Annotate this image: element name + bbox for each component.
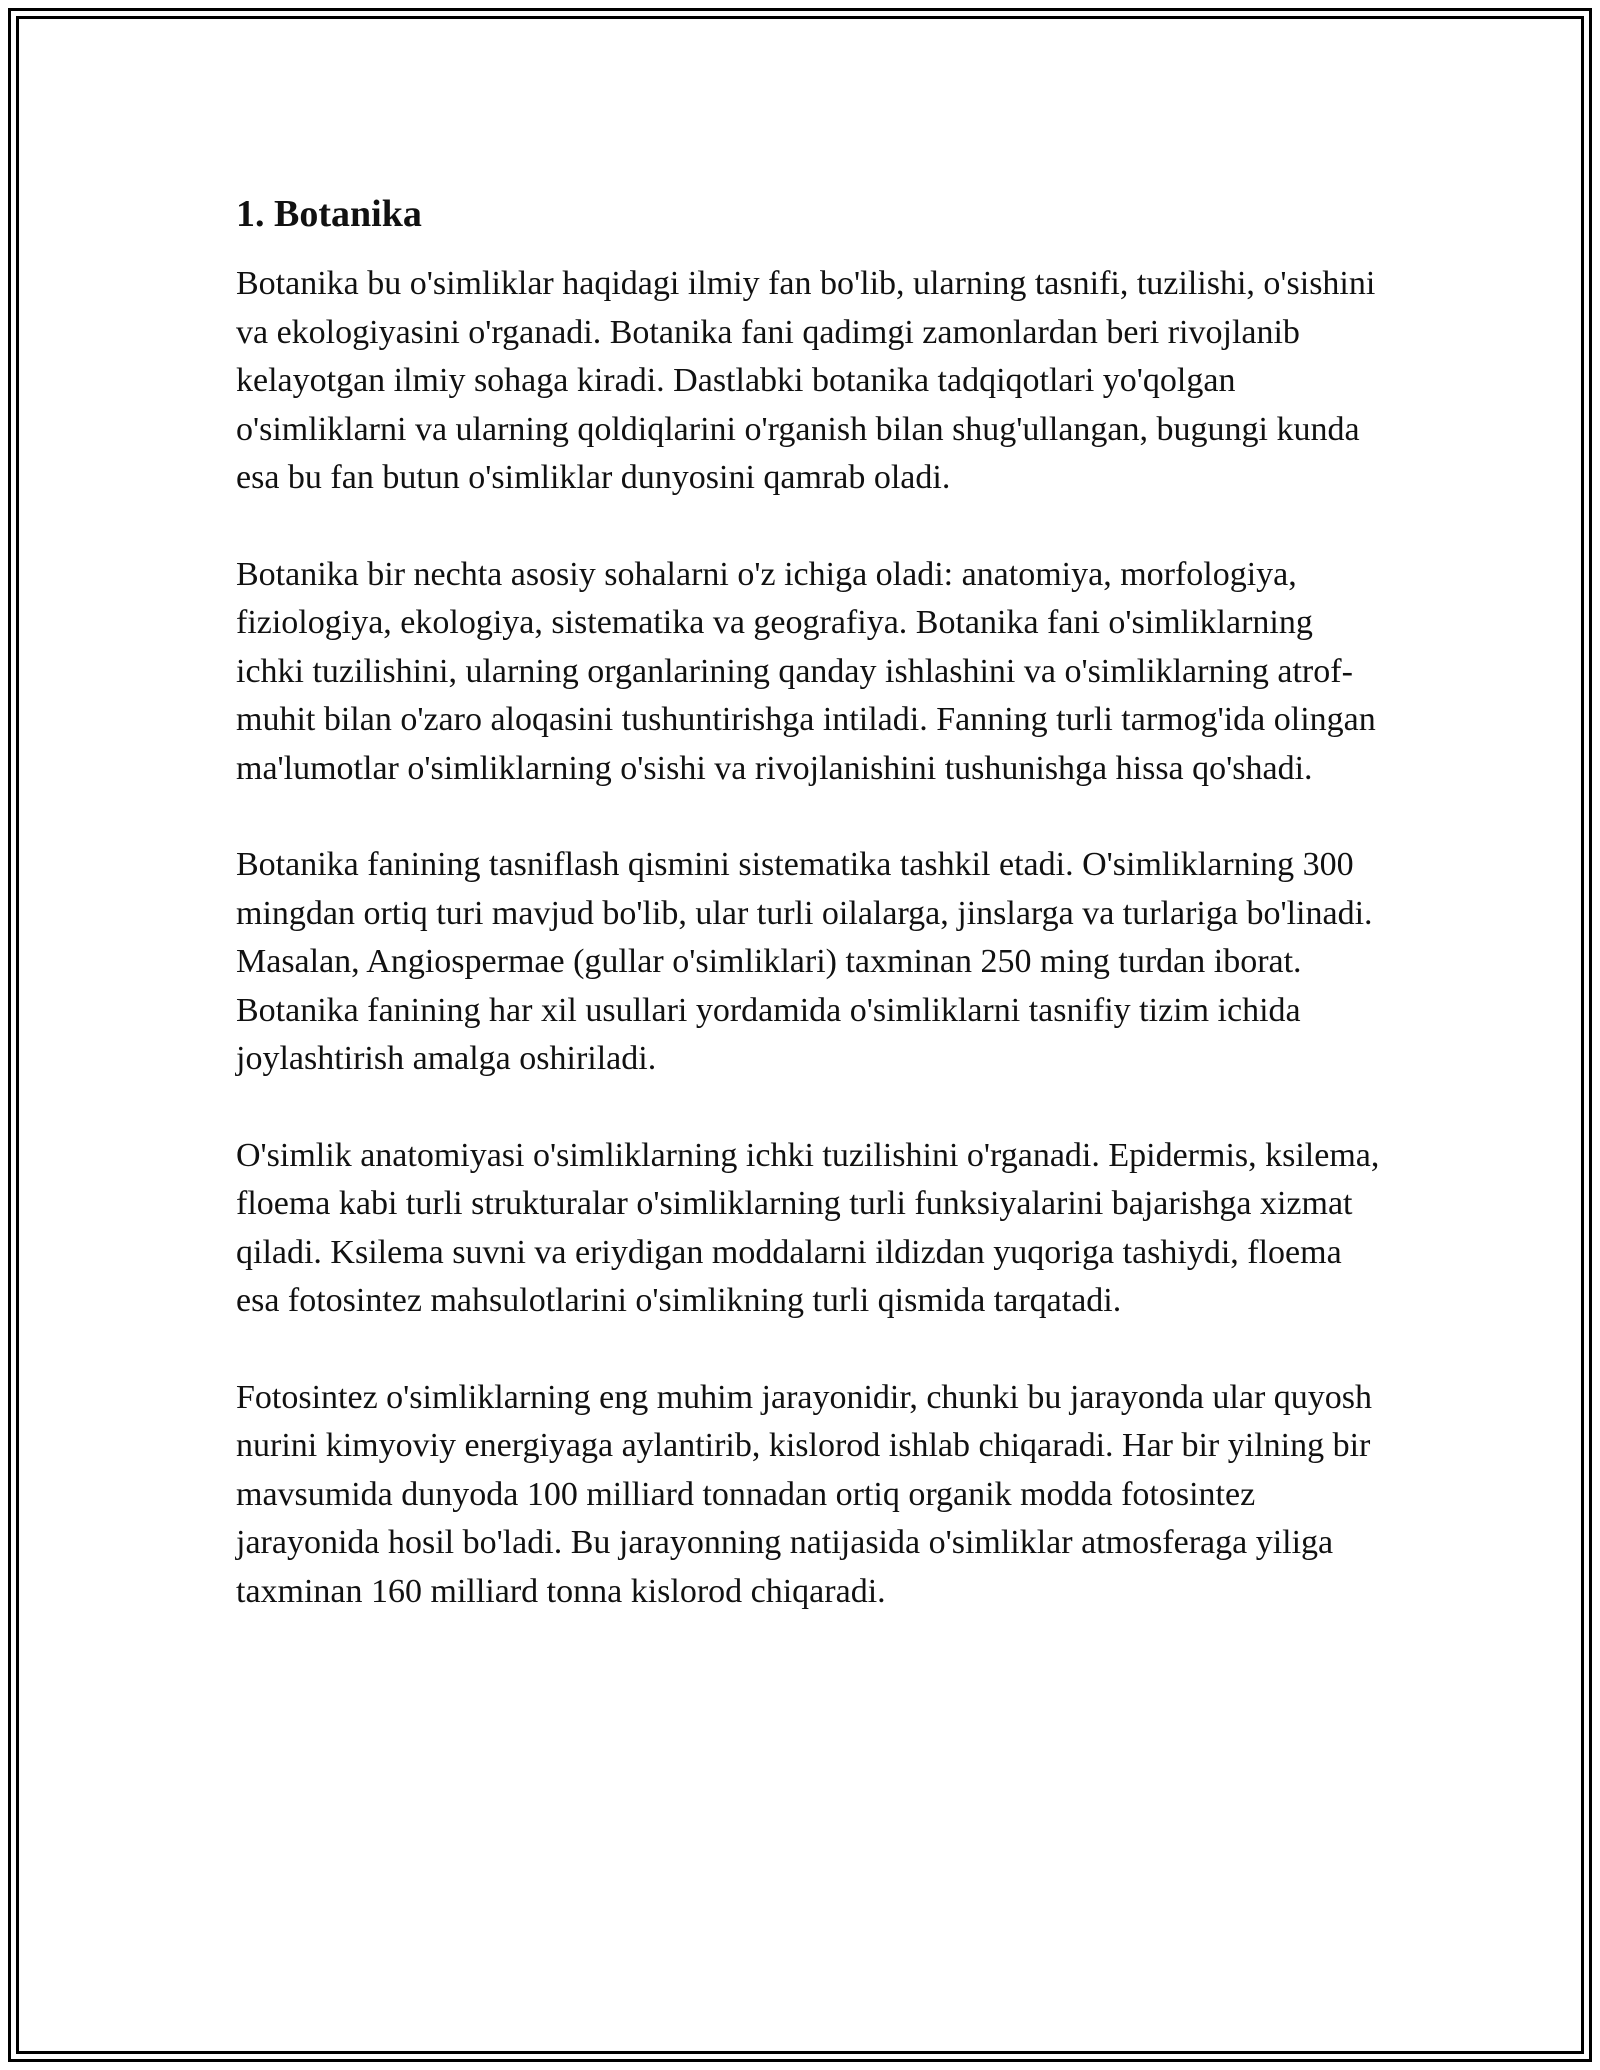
paragraph-photosynthesis: Fotosintez o'simliklarning eng muhim jarayonidir, chunki bu jarayonda ular quyosh nurini kimyoviy energiyaga aylantirib, kislorod ishlab chiqaradi. Har bir yilning bir mavsumida dunyoda 100 milliard tonnadan ortiq organik modda fotosintez jarayonida hosil bo'ladi. Bu jarayonning natijasida o'simliklar atmosferaga yiliga taxminan 160 milliard tonna kislorod chiqaradi. [236,1378,1373,1610]
paragraph-systematics: Botanika fanining tasniflash qismini sistematika tashkil etadi. O'simliklarning 300 mingdan ortiq turi mavjud bo'lib, ular turli oilalarga, jinslarga va turlariga bo'linadi. Masalan, Angiospermae (gullar o'simliklari) taxminan 250 ming turdan iborat. Botanika fanining har xil usullari yordamida o'simliklarni tasnifiy tizim ichida joylashtirish amalga oshiriladi. [236,846,1373,1077]
paragraph-anatomy: O'simlik anatomiyasi o'simliklarning ichki tuzilishini o'rganadi. Epidermis, ksilema, floema kabi turli strukturalar o'simliklarning turli funksiyalarini bajarishga xizmat qiladi. Ksilema suvni va eriydigan moddalarni ildizdan yuqoriga tashiydi, floema esa fotosintez mahsulotlarini o'simlikning turli qismida tarqatadi. [236,1136,1380,1319]
section-title: 1. Botanika [236,193,422,235]
paragraph-intro: Botanika bu o'simliklar haqidagi ilmiy fan bo'lib, ularning tasnifi, tuzilishi, o'sishini va ekologiyasini o'rganadi. Botanika fani qadimgi zamonlardan beri rivojlanib kelayotgan ilmiy sohaga kiradi. Dastlabki botanika tadqiqotlari yo'qolgan o'simliklarni va ularning qoldiqlarini o'rganish bilan shug'ullangan, bugungi kunda esa bu fan butun o'simliklar dunyosini qamrab oladi. [236,265,1376,496]
document-body [236,188,1386,1664]
paragraph-fields: Botanika bir nechta asosiy sohalarni o'z ichiga oladi: anatomiya, morfologiya, fiziologiya, ekologiya, sistematika va geografiya. Botanika fani o'simliklarning ichki tuzilishini, ularning organlarining qanday ishlashini va o'simliklarning atrof-muhit bilan o'zaro aloqasini tushuntirishga intiladi. Fanning turli tarmog'ida olingan ma'lumotlar o'simliklarning o'sishi va rivojlanishini tushunishga hissa qo'shadi. [236,555,1376,787]
